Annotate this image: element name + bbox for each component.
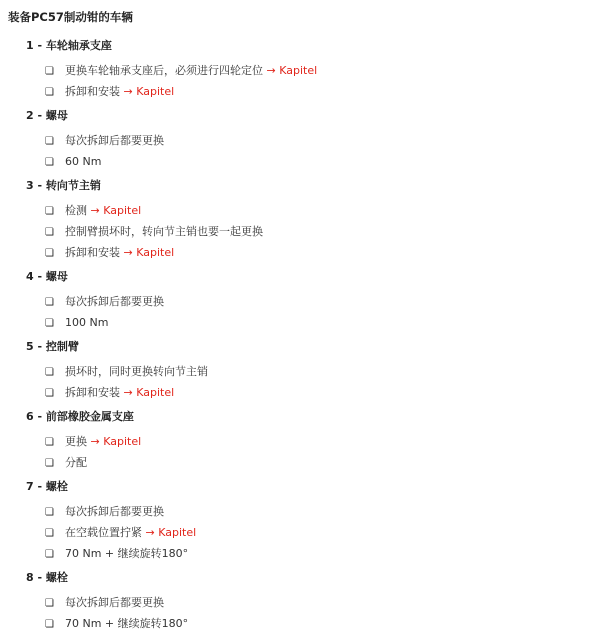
checkbox-bullet-icon: ❏ [45, 318, 54, 329]
bullet-list [8, 60, 609, 102]
section-number: 3 [26, 179, 34, 192]
item-text: 拆卸和安装 [65, 246, 120, 259]
item-text: 更换车轮轴承支座后，必须进行四轮定位 [65, 64, 263, 77]
list-item [45, 151, 609, 172]
section-number: 1 [26, 39, 34, 52]
section-separator: - [33, 480, 46, 493]
section-heading [26, 478, 609, 495]
checkbox-bullet-icon: ❏ [45, 437, 54, 448]
section-number: 7 [26, 480, 34, 493]
kapitel-link[interactable]: → Kapitel [266, 64, 318, 77]
section-separator: - [33, 410, 46, 423]
section-title: 前部橡胶金属支座 [45, 410, 134, 423]
checkbox-bullet-icon: ❏ [45, 248, 54, 259]
bullet-list [8, 431, 609, 473]
section-number: 8 [26, 571, 34, 584]
checkbox-bullet-icon: ❏ [45, 458, 54, 469]
kapitel-link[interactable]: → Kapitel [90, 435, 142, 448]
item-text: 控制臂损坏时，转向节主销也要一起更换 [65, 225, 263, 238]
section-title: 螺母 [45, 109, 68, 122]
checkbox-bullet-icon: ❏ [45, 388, 54, 399]
item-text: 更换 [65, 435, 87, 448]
item-text: 拆卸和安装 [65, 386, 120, 399]
section-heading [26, 408, 609, 425]
section-number: 2 [26, 109, 34, 122]
list-item [45, 522, 609, 543]
item-text: 检测 [65, 204, 87, 217]
item-text: 每次拆卸后都要更换 [65, 505, 164, 518]
checkbox-bullet-icon: ❏ [45, 157, 54, 168]
section-heading [26, 37, 609, 54]
kapitel-link[interactable]: → Kapitel [123, 246, 175, 259]
bullet-list [8, 592, 609, 634]
checkbox-bullet-icon: ❏ [45, 507, 54, 518]
section-title: 控制臂 [45, 340, 79, 353]
checkbox-bullet-icon: ❏ [45, 87, 54, 98]
kapitel-link[interactable]: → Kapitel [145, 526, 197, 539]
section-separator: - [33, 39, 46, 52]
section-number: 5 [26, 340, 34, 353]
kapitel-link[interactable]: → Kapitel [123, 85, 175, 98]
section-title: 车轮轴承支座 [45, 39, 112, 52]
list-item [45, 592, 609, 613]
item-text: 在空载位置拧紧 [65, 526, 142, 539]
list-item [45, 312, 609, 333]
bullet-list [8, 130, 609, 172]
item-text: 70 Nm + 继续旋转180° [65, 547, 189, 560]
list-item [45, 291, 609, 312]
bullet-list [8, 291, 609, 333]
section-3 [8, 177, 609, 263]
section-7 [8, 478, 609, 564]
section-6 [8, 408, 609, 473]
section-5 [8, 338, 609, 403]
item-text: 每次拆卸后都要更换 [65, 134, 164, 147]
checkbox-bullet-icon: ❏ [45, 367, 54, 378]
item-text: 分配 [65, 456, 87, 469]
kapitel-link[interactable]: → Kapitel [90, 204, 142, 217]
section-number: 6 [26, 410, 34, 423]
checkbox-bullet-icon: ❏ [45, 619, 54, 630]
section-separator: - [33, 179, 46, 192]
item-text: 每次拆卸后都要更换 [65, 596, 164, 609]
bullet-list [8, 200, 609, 263]
section-separator: - [33, 571, 46, 584]
list-item [45, 452, 609, 473]
section-heading [26, 268, 609, 285]
section-list [8, 37, 609, 634]
kapitel-link[interactable]: → Kapitel [123, 386, 175, 399]
section-heading [26, 338, 609, 355]
checkbox-bullet-icon: ❏ [45, 549, 54, 560]
list-item [45, 221, 609, 242]
section-1 [8, 37, 609, 102]
section-separator: - [33, 340, 46, 353]
list-item [45, 361, 609, 382]
list-item [45, 60, 609, 81]
section-2 [8, 107, 609, 172]
checkbox-bullet-icon: ❏ [45, 297, 54, 308]
section-separator: - [33, 109, 46, 122]
section-4 [8, 268, 609, 333]
section-title: 螺栓 [45, 480, 68, 493]
list-item [45, 613, 609, 634]
list-item [45, 200, 609, 221]
section-heading [26, 569, 609, 586]
item-text: 损坏时，同时更换转向节主销 [65, 365, 208, 378]
page-title: 装备PC57制动钳的车辆 [8, 10, 133, 24]
checkbox-bullet-icon: ❏ [45, 227, 54, 238]
section-heading [26, 177, 609, 194]
list-item [45, 81, 609, 102]
section-title: 螺栓 [45, 571, 68, 584]
checkbox-bullet-icon: ❏ [45, 598, 54, 609]
item-text: 60 Nm [65, 155, 102, 168]
section-title: 转向节主销 [45, 179, 101, 192]
section-title: 螺母 [45, 270, 68, 283]
list-item [45, 431, 609, 452]
list-item [45, 382, 609, 403]
bullet-list [8, 361, 609, 403]
item-text: 70 Nm + 继续旋转180° [65, 617, 189, 630]
bullet-list [8, 501, 609, 564]
item-text: 拆卸和安装 [65, 85, 120, 98]
list-item [45, 130, 609, 151]
section-8 [8, 569, 609, 634]
list-item [45, 543, 609, 564]
checkbox-bullet-icon: ❏ [45, 66, 54, 77]
checkbox-bullet-icon: ❏ [45, 206, 54, 217]
checkbox-bullet-icon: ❏ [45, 528, 54, 539]
item-text: 100 Nm [65, 316, 109, 329]
item-text: 每次拆卸后都要更换 [65, 295, 164, 308]
section-separator: - [33, 270, 46, 283]
list-item [45, 242, 609, 263]
section-number: 4 [26, 270, 34, 283]
list-item [45, 501, 609, 522]
section-heading [26, 107, 609, 124]
checkbox-bullet-icon: ❏ [45, 136, 54, 147]
